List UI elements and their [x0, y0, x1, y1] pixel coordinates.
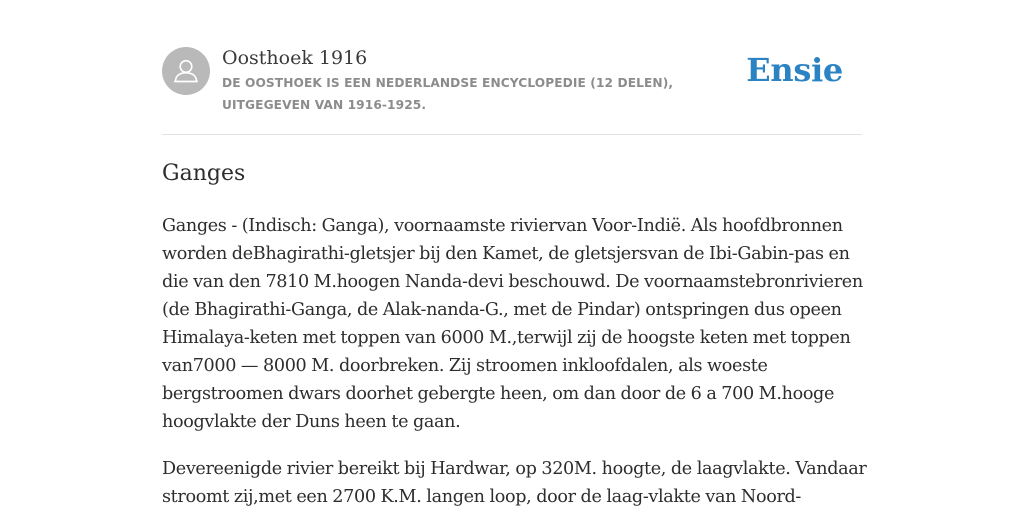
source-description: DE OOSTHOEK IS EEN NEDERLANDSE ENCYCLOPEDIE (12 DELEN), UITGEGEVEN VAN 1916-1925.	[222, 76, 674, 112]
user-avatar-icon[interactable]	[162, 47, 210, 95]
article-title: Ganges	[162, 161, 246, 186]
source-title[interactable]: Oosthoek 1916	[222, 47, 368, 69]
source-header	[162, 44, 862, 135]
article-paragraph: Devereenigde rivier bereikt bij Hardwar, op 320M. hoogte, de laagvlakte. Vandaar stroomt zij,met een 2700 K.M. langen loop, door de laag-vlakte van Noord-	[162, 459, 867, 507]
user-silhouette-icon	[162, 47, 210, 95]
brand-logo[interactable]: Ensie	[746, 51, 843, 89]
article-body	[162, 212, 867, 512]
article-paragraph: Ganges - (Indisch: Ganga), voornaamste riviervan Voor-Indië. Als hoofdbronnen worden deBhagirathi-gletsjer bij den Kamet, de gletsjersvan de Ibi-Gabin-pas en die van den 7810 M.hoogen Nanda-devi beschouwd. De voornaamstebronrivieren (de Bhagirathi-Ganga, de Alak-nanda-G., met de Pindar) ontspringen dus opeen Himalaya-keten met toppen van 6000 M.,terwijl zij de hoogste keten met toppen van7000 — 8000 M. doorbreken. Zij stroomen inkloofdalen, als woeste bergstroomen dwars doorhet gebergte heen, om dan door de 6 a 700 M.hooge hoogvlakte der Duns heen te gaan.	[162, 216, 863, 432]
